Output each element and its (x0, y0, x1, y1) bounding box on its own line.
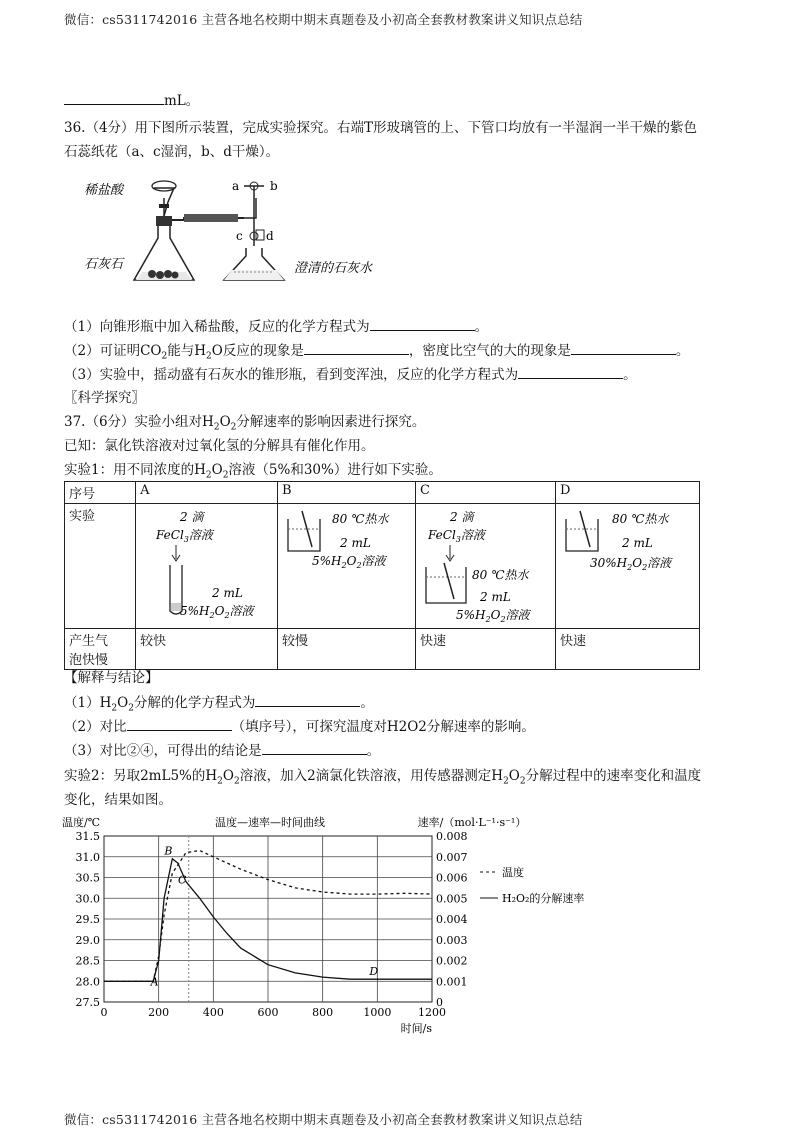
y-right-tick-label: 0 (436, 996, 443, 1009)
y-right-tick-label: 0.001 (436, 975, 468, 989)
x-tick-label: 200 (148, 1006, 170, 1019)
svg-text:2 mL: 2 mL (480, 590, 511, 604)
explain-1: $(1)H_2O_2$分解的化学方程式为 。 (64, 692, 740, 719)
label-limestone: 石灰石 (84, 257, 124, 272)
svg-text:2 mL: 2 mL (621, 536, 653, 550)
y-left-tick-label: 27.5 (75, 996, 100, 1009)
page-footer: 微信：cs5311742016 主营各地名校期中期末真题卷及小初高全套教材教案讲义知识点总结 (64, 1112, 583, 1127)
table-cell: C (416, 482, 556, 504)
y-right-axis-title: 速率/（mol·L⁻¹·s⁻¹） (417, 816, 527, 829)
table-cell: 快速 (416, 629, 556, 670)
table-row (65, 504, 700, 629)
label-acid: 稀盐酸 (84, 183, 124, 198)
y-left-tick-label: 29.0 (75, 933, 100, 947)
apparatus-figure (84, 168, 424, 288)
figure-cell-d (555, 504, 699, 629)
y-left-tick-label: 30.0 (75, 892, 100, 906)
y-left-tick-label: 28.5 (75, 954, 100, 968)
explain-3: （3）对比②④，可得出的结论是 。 (64, 740, 740, 761)
table-header-row (65, 482, 700, 504)
y-left-tick-label: 31.5 (75, 830, 100, 843)
table-cell: 较慢 (278, 629, 416, 670)
svg-text:80 ℃热水: 80 ℃热水 (332, 512, 389, 526)
svg-text:2 mL: 2 mL (212, 586, 243, 600)
y-right-tick-label: 0.002 (436, 954, 468, 968)
x-tick-label: 800 (312, 1006, 334, 1019)
x-tick-label: 1200 (418, 1006, 446, 1019)
y-left-tick-label: 31.0 (75, 850, 100, 864)
point-label: A (150, 975, 159, 989)
label-a: a (232, 179, 240, 193)
x-tick-label: 1000 (363, 1006, 392, 1019)
legend-label: H₂O₂的分解速率 (502, 892, 585, 905)
page-header: 微信：cs5311742016 主营各地名校期中期末真题卷及小初高全套教材教案讲义知识点总结 (64, 12, 583, 27)
q36-stem-line2: 石蕊纸花（a、c湿润，b、d干燥）。 (64, 144, 280, 160)
y-right-tick-label: 0.004 (436, 913, 468, 926)
q37-exp1: 实验1：用不同浓度的$H_2O_2$溶液（5%和30%）进行如下实验。 (64, 462, 442, 481)
table-cell: 快速 (555, 629, 699, 670)
q36-part3: （3）实验中，摇动盛有石灰水的锥形瓶，看到变浑浊，反应的化学方程式为 。 (64, 364, 740, 385)
figure-cell-a (136, 504, 278, 629)
label-c: c (236, 229, 243, 243)
y-left-axis-title: 温度/℃ (61, 816, 100, 829)
x-axis-title: 时间/s (400, 1022, 432, 1035)
label-limewater: 澄清的石灰水 (294, 261, 373, 276)
table-cell: 序号 (65, 482, 136, 504)
table-row (65, 629, 700, 670)
x-tick-label: 600 (257, 1006, 279, 1019)
point-label: D (369, 965, 379, 979)
experiment-table (64, 481, 700, 670)
table-cell: D (555, 482, 699, 504)
svg-text:2 mL: 2 mL (340, 536, 371, 550)
figure-cell-b (278, 504, 416, 629)
svg-text:FeCl3溶液: FeCl$_3$溶液 (428, 528, 485, 544)
y-right-tick-label: 0.005 (436, 892, 468, 906)
point-label: C (178, 873, 187, 887)
table-cell: 较快 (136, 629, 278, 670)
y-right-tick-label: 0.006 (436, 871, 468, 885)
svg-text:80 ℃热水: 80 ℃热水 (472, 568, 529, 582)
legend-label: 温度 (502, 866, 524, 879)
table-cell: A (136, 482, 278, 504)
exp2-line2: 变化，结果如图。 (64, 792, 172, 808)
svg-text:5%H2O2溶液: $5\%H_2O_2$溶液 (312, 554, 386, 570)
svg-text:5%H2O2溶液: $5\%H_2O_2$溶液 (180, 604, 254, 620)
y-left-tick-label: 28.0 (75, 975, 100, 989)
label-d: d (266, 229, 274, 243)
y-right-tick-label: 0.008 (436, 830, 468, 843)
explain-heading: 【解释与结论】 (64, 670, 159, 686)
q35-tail: mL。 (64, 90, 740, 111)
q37-known: 已知：氯化铁溶液对过氧化氢的分解具有催化作用。 (64, 438, 375, 454)
explain-2: （2）对比 （填序号），可探究温度对H2O2分解速率的影响。 (64, 716, 740, 737)
q36-stem-line1: 36.（4分）用下图所示装置，完成实验探究。右端T形玻璃管的上、下管口均放有一半湿润一半干燥的紫色 (64, 120, 698, 136)
svg-text:2 滴: 2 滴 (180, 510, 204, 524)
y-left-tick-label: 29.5 (75, 913, 100, 926)
y-right-tick-label: 0.007 (436, 850, 468, 864)
svg-text:30%H2O2溶液: $30\%H_2O_2$溶液 (589, 556, 672, 572)
y-left-tick-label: 30.5 (75, 871, 100, 885)
exp2-line1: 实验2：另取2mL5%的$H_2O_2$溶液，加入2滴氯化铁溶液，用传感器测定$H_2O_2$分解过程中的速率变化和温度 (64, 768, 702, 787)
q36-part2: （2）可证明$CO_2$能与$H_2O$反应的现象是 ，密度比空气的大的现象是 。 (64, 340, 740, 367)
svg-text:5%H2O2溶液: $5\%H_2O_2$溶液 (456, 608, 530, 623)
table-cell: 实验 (65, 504, 136, 629)
section-heading: 〖科学探究〗 (64, 390, 145, 406)
figure-cell-c (416, 504, 556, 629)
chart-title: 温度—速率—时间曲线 (215, 816, 325, 829)
y-right-tick-label: 0.003 (436, 933, 468, 947)
point-label: B (164, 844, 173, 858)
x-tick-label: 0 (100, 1006, 108, 1019)
q36-part1: （1）向锥形瓶中加入稀盐酸，反应的化学方程式为 。 (64, 316, 740, 337)
x-tick-label: 400 (202, 1006, 224, 1019)
table-cell: B (278, 482, 416, 504)
table-cell: 产生气 泡快慢 (65, 629, 136, 670)
svg-text:FeCl3溶液: FeCl$_3$溶液 (156, 528, 213, 544)
svg-text:2 滴: 2 滴 (450, 510, 474, 524)
svg-text:80 ℃热水: 80 ℃热水 (611, 512, 669, 526)
label-b: b (270, 179, 278, 193)
q37-stem: 37.（6分）实验小组对$H_2O_2$分解速率的影响因素进行探究。 (64, 414, 426, 433)
temperature-rate-chart (60, 812, 620, 1038)
